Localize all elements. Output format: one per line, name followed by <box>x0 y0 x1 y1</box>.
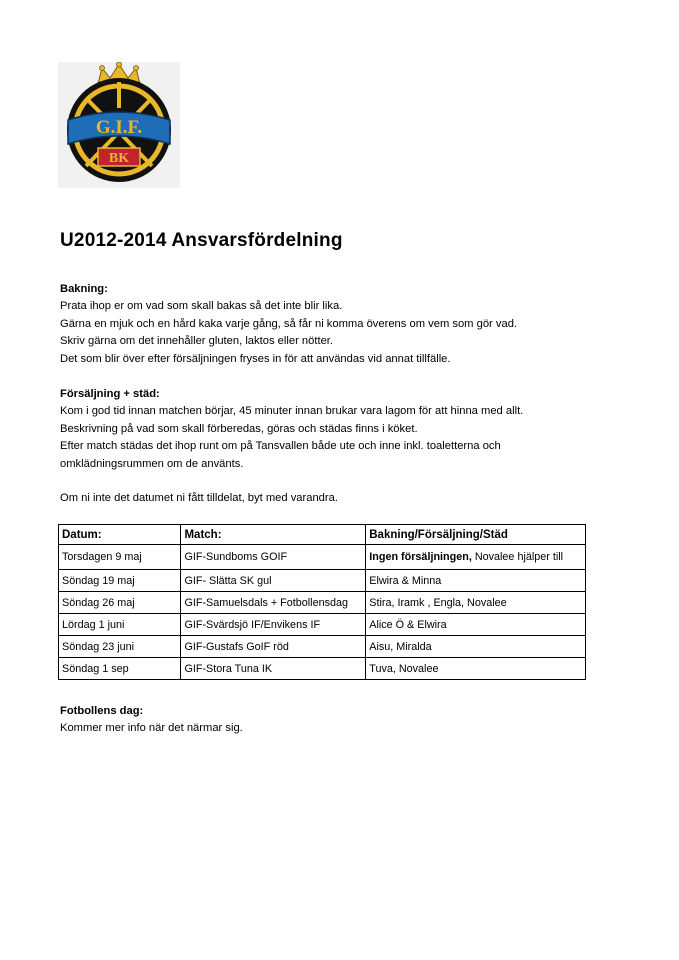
logo-letters: G.I.F. <box>95 117 143 138</box>
baking-line: Skriv gärna om det innehåller gluten, laktos eller nötter. <box>60 335 334 348</box>
cell-responsibility <box>366 545 586 570</box>
cell-match: GIF-Sundboms GOIF <box>181 545 366 570</box>
column-header-match: Match: <box>181 525 366 545</box>
cell-match: GIF-Gustafs GoIF röd <box>181 636 366 658</box>
football-day-line: Kommer mer info när det närmar sig. <box>60 722 243 735</box>
football-day-heading: Fotbollens dag: <box>60 705 144 717</box>
column-header-responsibility: Bakning/Försäljning/Städ <box>366 525 586 545</box>
sales-line: Efter match städas det ihop runt om på Tansvallen både ute och inne inkl. toaletterna och <box>60 440 501 453</box>
table-row <box>59 614 586 636</box>
table-row <box>59 545 586 570</box>
table-row <box>59 592 586 614</box>
baking-line: Prata ihop er om vad som skall bakas så det inte blir lika. <box>60 300 343 313</box>
table-row <box>59 658 586 680</box>
column-header-date: Datum: <box>59 525 181 545</box>
schedule-table <box>58 524 586 680</box>
cell-date: Söndag 1 sep <box>59 658 181 680</box>
club-logo <box>58 62 180 188</box>
cell-date: Söndag 26 maj <box>59 592 181 614</box>
cell-match: GIF-Stora Tuna IK <box>181 658 366 680</box>
cell-responsibility: Elwira & Minna <box>366 570 586 592</box>
sales-section <box>60 386 523 473</box>
cell-responsibility: Aisu, Miralda <box>366 636 586 658</box>
football-day-section <box>60 703 243 738</box>
table-row <box>59 570 586 592</box>
cell-match: GIF-Svärdsjö IF/Envikens IF <box>181 614 366 636</box>
cell-date: Torsdagen 9 maj <box>59 545 181 570</box>
cell-responsibility: Tuva, Novalee <box>366 658 586 680</box>
baking-line: Gärna en mjuk och en hård kaka varje gång, så får ni komma överens om vem som gör vad. <box>60 317 518 330</box>
cell-match: GIF- Slätta SK gul <box>181 570 366 592</box>
sales-line: Beskrivning på vad som skall förberedas, göras och städas finns i köket. <box>60 422 418 435</box>
table-header-row <box>59 525 586 545</box>
club-crest-icon <box>58 62 180 188</box>
cell-responsibility: Alice Ö & Elwira <box>366 614 586 636</box>
sales-heading: Försäljning + städ: <box>60 388 160 400</box>
cell-date: Lördag 1 juni <box>59 614 181 636</box>
cell-date: Söndag 19 maj <box>59 570 181 592</box>
responsibility-bold: Ingen försäljningen, <box>369 551 472 563</box>
baking-heading: Bakning: <box>60 283 108 295</box>
table-row <box>59 636 586 658</box>
swap-note: Om ni inte det datumet ni fått tilldelat, byt med varandra. <box>60 492 338 504</box>
logo-sub: BK <box>108 151 130 166</box>
baking-section <box>60 281 517 368</box>
sales-line: Kom i god tid innan matchen börjar, 45 minuter innan brukar vara lagom för att hinna med allt. <box>60 405 524 418</box>
cell-match: GIF-Samuelsdals + Fotbollensdag <box>181 592 366 614</box>
sales-line: omklädningsrummen om de använts. <box>60 457 244 470</box>
page-title: U2012-2014 Ansvarsfördelning <box>60 230 343 251</box>
responsibility-text: Novalee hjälper till <box>471 551 564 563</box>
baking-line: Det som blir över efter försäljningen fryses in för att användas vid annat tillfälle. <box>60 352 451 365</box>
cell-date: Söndag 23 juni <box>59 636 181 658</box>
cell-responsibility: Stira, Iramk , Engla, Novalee <box>366 592 586 614</box>
